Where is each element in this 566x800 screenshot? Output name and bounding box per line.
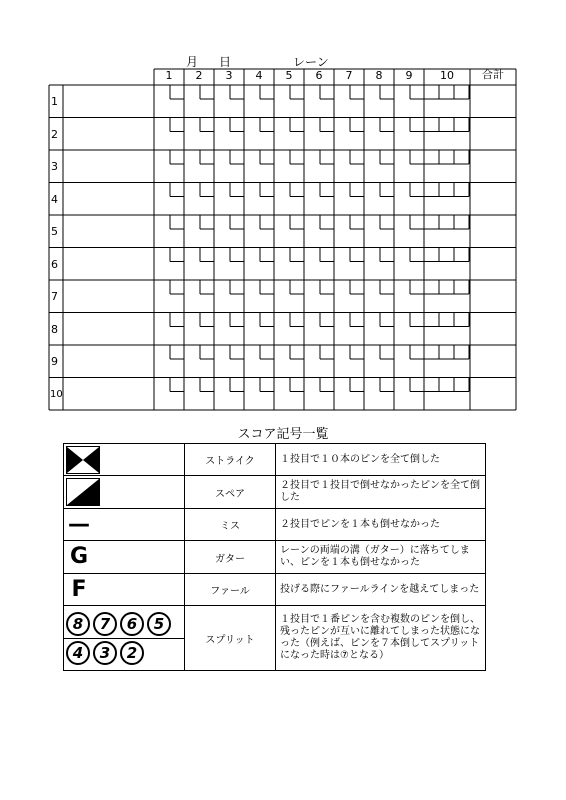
- frame-label: 10: [440, 69, 454, 82]
- gutter-symbol-cell: [64, 541, 185, 574]
- legend-row-strike: [64, 444, 486, 476]
- row-label: 2: [51, 127, 58, 141]
- miss-desc: ２投目でピンを１本も倒せなかった: [276, 509, 486, 541]
- strike-desc: １投目で１０本のピンを全て倒した: [276, 444, 486, 476]
- row-label: 4: [51, 192, 58, 206]
- frame-label: 4: [255, 69, 263, 82]
- legend-row-spare: [64, 476, 486, 509]
- lane-label: レーン: [293, 55, 329, 69]
- pin-4-icon: 4: [66, 641, 90, 665]
- strike-name: ストライク: [185, 444, 276, 476]
- frame-label: 8: [375, 69, 383, 82]
- foul-symbol-cell: [64, 574, 185, 606]
- foul-desc: 投げる際にファールラインを越えてしまった: [276, 574, 486, 606]
- pin-6-icon: 6: [120, 612, 144, 636]
- gutter-desc: レーンの両端の溝（ガター）に落ちてしまい、ピンを１本も倒せなかった: [276, 541, 486, 574]
- frame-label: 6: [315, 69, 323, 82]
- split-desc: １投目で１番ピンを含む複数のピンを倒し、残ったピンが互いに離れてしまった状態になった（例えば、ピンを７本倒してスプリットになった時は⑦となる）: [276, 606, 486, 671]
- foul-f-icon: F: [71, 576, 87, 602]
- frame-label: 7: [345, 69, 353, 82]
- split-pins-top: [64, 610, 184, 638]
- split-name: スプリット: [185, 606, 276, 671]
- legend-row-split: [64, 606, 486, 671]
- spare-desc: ２投目で１投目で倒せなかったピンを全て倒した: [276, 476, 486, 509]
- row-label: 1: [51, 95, 58, 108]
- miss-dash-icon: —: [68, 511, 90, 537]
- pin-7-icon: 7: [93, 612, 117, 636]
- pin-2-icon: 2: [120, 641, 144, 665]
- strike-icon: [66, 446, 100, 474]
- month-label: 月: [186, 55, 199, 69]
- row-label: 10: [50, 388, 63, 400]
- total-label: 合計: [482, 68, 504, 81]
- spare-symbol-cell: [64, 476, 185, 509]
- spare-icon: [66, 478, 100, 506]
- split-pins-bottom: [64, 639, 184, 667]
- pin-8-icon: 8: [66, 612, 90, 636]
- row-label: 9: [51, 355, 58, 368]
- row-label: 3: [51, 160, 58, 173]
- legend-row-foul: [64, 574, 486, 606]
- spare-name: スペア: [185, 476, 276, 509]
- legend-table: [63, 443, 486, 671]
- row-label: 8: [51, 322, 58, 336]
- strike-symbol-cell: [64, 444, 185, 476]
- frame-label: 2: [195, 69, 203, 82]
- frame-label: 9: [405, 69, 413, 82]
- foul-name: ファール: [185, 574, 276, 606]
- pin-3-icon: 3: [93, 641, 117, 665]
- row-label: 7: [51, 290, 58, 303]
- legend-row-gutter: [64, 541, 486, 574]
- split-symbol-cell: [64, 606, 185, 671]
- frame-label: 1: [165, 69, 173, 82]
- frame-label: 5: [285, 69, 293, 82]
- row-label: 5: [51, 225, 58, 238]
- legend-title: スコア記号一覧: [237, 427, 329, 442]
- miss-name: ミス: [185, 509, 276, 541]
- pin-5-icon: 5: [147, 612, 171, 636]
- row-label: 6: [51, 257, 58, 271]
- legend-row-miss: [64, 509, 486, 541]
- gutter-name: ガター: [185, 541, 276, 574]
- miss-symbol-cell: [64, 509, 185, 541]
- gutter-g-icon: G: [69, 544, 89, 569]
- frame-label: 3: [225, 69, 233, 82]
- day-label: 日: [219, 55, 232, 69]
